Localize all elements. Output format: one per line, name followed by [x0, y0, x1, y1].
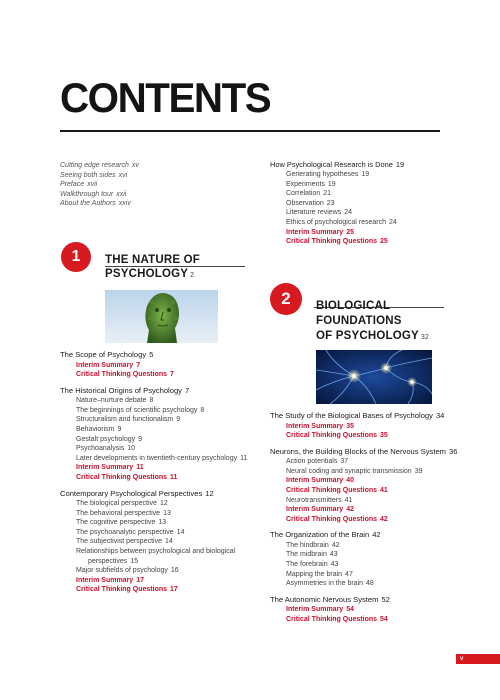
toc-entry-page: 42 [331, 541, 340, 549]
toc-entry-page: 17 [170, 586, 178, 594]
summary-link[interactable] [270, 228, 404, 238]
toc-entry-label: Asymmetries in the brain [286, 580, 364, 588]
toc-entry[interactable] [270, 467, 457, 477]
section-title: Contemporary Psychological Perspectives [60, 488, 203, 498]
summary-link[interactable] [270, 605, 457, 615]
section-page: 5 [149, 350, 154, 359]
summary-link[interactable] [60, 370, 247, 380]
toc-entry-page: 7 [170, 371, 174, 379]
toc-entry[interactable] [60, 566, 247, 576]
summary-link[interactable] [60, 463, 247, 473]
chapter-2-title-line2[interactable]: FOUNDATIONS [316, 315, 402, 327]
chapter-2-number-badge: 2 [270, 283, 302, 315]
section-title: The Autonomic Nervous System [270, 594, 379, 604]
toc-entry[interactable] [270, 189, 404, 199]
toc-entry[interactable] [60, 557, 247, 567]
toc-entry-label: Interim Summary [76, 361, 134, 369]
toc-entry-page: 8 [149, 397, 154, 405]
toc-entry-page: 41 [344, 496, 353, 504]
toc-entry-label: Mapping the brain [286, 570, 343, 578]
toc-entry-label: Behaviorism [76, 425, 115, 433]
summary-link[interactable] [60, 361, 247, 371]
toc-entry-page: 23 [326, 199, 335, 207]
section-page: 52 [381, 594, 390, 604]
title-rule [60, 130, 440, 132]
toc-entry-page: 25 [380, 238, 388, 246]
toc-entry-page: 24 [389, 218, 397, 226]
toc-entry-page: 21 [323, 190, 332, 198]
toc-entry-label: Structuralism and functionalism [76, 416, 174, 424]
section-page: 42 [372, 530, 381, 540]
toc-entry-label: Critical Thinking Questions [286, 238, 378, 246]
summary-link[interactable] [60, 585, 247, 595]
toc-entry-page: 17 [136, 576, 144, 584]
toc-entry-page: 47 [345, 570, 353, 578]
toc-entry-page: 13 [163, 509, 171, 517]
neuron-network-illustration [316, 350, 432, 404]
toc-entry-label: The hindbrain [286, 541, 329, 549]
toc-entry-page: 43 [329, 551, 338, 559]
section-heading[interactable] [270, 530, 457, 541]
section-heading[interactable] [60, 489, 247, 500]
toc-entry-page: 14 [176, 528, 185, 536]
toc-entry-page: 25 [346, 228, 354, 236]
chapter-1-contents [60, 350, 247, 595]
summary-link[interactable] [270, 486, 457, 496]
section-heading[interactable] [270, 447, 457, 458]
toc-entry-page: 43 [330, 561, 339, 569]
research-section [270, 160, 404, 247]
chapter-2-title-line3[interactable]: OF PSYCHOLOGY 32 [316, 330, 429, 342]
summary-link[interactable] [270, 515, 457, 525]
toc-entry-page: 10 [127, 445, 136, 453]
section-title: The Study of the Biological Bases of Psychology [270, 411, 433, 420]
section-heading[interactable] [270, 411, 457, 422]
toc-entry[interactable] [270, 218, 404, 228]
section-title: The Historical Origins of Psychology [60, 385, 182, 395]
toc-entry-page: 14 [164, 538, 173, 546]
toc-entry-label: Psychoanalysis [76, 445, 125, 453]
toc-entry[interactable] [270, 496, 457, 506]
chapter-1-title-line1[interactable]: THE NATURE OF [105, 254, 201, 266]
chapter-1-image [105, 290, 218, 343]
toc-entry-label: Interim Summary [286, 228, 344, 236]
section-heading[interactable]: How Psychological Research is Done 19 [270, 160, 405, 169]
chapter-2-title-line1[interactable]: BIOLOGICAL [316, 300, 391, 312]
toc-entry-page: 8 [200, 406, 205, 414]
summary-link[interactable] [270, 431, 457, 441]
toc-entry-page: 11 [136, 464, 144, 472]
toc-entry[interactable] [60, 444, 247, 454]
toc-entry-page: 39 [414, 467, 423, 475]
front-matter-item[interactable]: Seeing both sides xvi [60, 171, 128, 179]
chapter-1-title-line2[interactable]: PSYCHOLOGY 2 [105, 268, 195, 280]
summary-link[interactable] [270, 476, 457, 486]
toc-entry-page: 54 [380, 615, 388, 623]
front-matter-item[interactable]: About the Authors xxiv [60, 200, 131, 208]
toc-entry-page: 41 [380, 486, 388, 494]
toc-entry[interactable] [270, 199, 404, 209]
toc-entry-page: 11 [170, 473, 178, 481]
toc-entry-label: The behavioral perspective [76, 509, 161, 517]
toc-entry-label: Nature–nurture debate [76, 397, 147, 405]
toc-entry[interactable] [270, 457, 457, 467]
toc-entry-page: 40 [346, 477, 354, 485]
toc-entry-page: 42 [380, 515, 388, 523]
toc-entry-label: Critical Thinking Questions [76, 371, 168, 379]
toc-entry-label: Interim Summary [286, 506, 344, 514]
toc-entry-label: The midbrain [286, 551, 327, 559]
toc-entry-label: Interim Summary [286, 422, 344, 430]
toc-entry-page: 48 [366, 580, 374, 588]
toc-entry-label: Neural coding and synaptic transmission [286, 467, 412, 475]
toc-entry-page: 11 [240, 454, 248, 462]
toc-entry-label: Critical Thinking Questions [286, 432, 378, 440]
toc-entry-page: 37 [340, 458, 349, 466]
toc-entry[interactable] [60, 547, 247, 557]
section-page: 36 [449, 446, 458, 456]
toc-entry-label: The cognitive perspective [76, 519, 156, 527]
toc-entry-label: Generating hypotheses [286, 171, 359, 178]
toc-entry[interactable] [60, 537, 247, 547]
toc-entry[interactable] [60, 499, 247, 509]
toc-entry[interactable] [270, 550, 457, 560]
toc-entry-page: 13 [158, 519, 167, 527]
toc-entry-page: 19 [361, 171, 370, 178]
toc-entry-label: Critical Thinking Questions [286, 515, 378, 523]
chapter-1-number-badge: 1 [61, 242, 91, 272]
toc-entry-page: 35 [346, 422, 354, 430]
toc-entry[interactable] [60, 396, 247, 406]
section-page: 34 [435, 411, 445, 420]
toc-entry[interactable] [60, 454, 247, 464]
section-page: 7 [184, 385, 190, 395]
toc-entry[interactable] [270, 180, 404, 190]
front-matter-list [60, 161, 139, 209]
toc-entry-label: perspectives [88, 557, 128, 565]
toc-entry[interactable] [60, 415, 247, 425]
summary-link[interactable] [270, 422, 457, 432]
summary-link[interactable] [60, 473, 247, 483]
toc-entry[interactable] [60, 518, 247, 528]
section-title: The Organization of the Brain [270, 530, 370, 540]
toc-entry[interactable] [270, 560, 457, 570]
toc-entry-label: The beginnings of scientific psychology [76, 406, 198, 414]
toc-entry[interactable] [270, 541, 457, 551]
toc-entry-label: Action potentials [286, 458, 338, 466]
toc-entry[interactable] [60, 435, 247, 445]
toc-entry-page: 15 [130, 557, 139, 565]
toc-entry-page: 42 [346, 506, 354, 514]
section-heading[interactable] [270, 595, 457, 606]
toc-entry-page: 35 [380, 432, 388, 440]
toc-entry-label: Ethics of psychological research [286, 218, 386, 226]
toc-entry-label: Interim Summary [76, 576, 134, 584]
toc-entry-page: 9 [176, 416, 181, 424]
toc-entry-page: 12 [159, 500, 168, 508]
front-matter-item[interactable]: Walkthrough tour xxii [60, 190, 127, 198]
chapter-2-contents [270, 411, 457, 625]
toc-entry-label: Observation [286, 199, 324, 207]
toc-entry[interactable] [270, 208, 404, 218]
toc-entry-label: Later developments in twentieth-century psychology [76, 454, 238, 462]
toc-entry-label: Major subfields of psychology [76, 567, 168, 575]
toc-entry-page: 54 [346, 606, 354, 614]
leafy-head-illustration [105, 290, 218, 343]
toc-entry[interactable] [60, 406, 247, 416]
front-matter-item[interactable]: Cutting edge research xv [60, 162, 139, 169]
page-number-tab: v [456, 654, 500, 664]
toc-entry[interactable] [60, 509, 247, 519]
section-page: 12 [205, 488, 214, 498]
toc-entry-label: Interim Summary [286, 606, 344, 614]
toc-entry-page: 19 [327, 180, 336, 188]
chapter-2-image [316, 350, 432, 404]
summary-link[interactable] [270, 237, 404, 247]
toc-entry-page: 9 [138, 435, 143, 443]
toc-entry-label: The biological perspective [76, 500, 157, 508]
toc-entry[interactable] [270, 579, 457, 589]
section-title: The Scope of Psychology [60, 350, 147, 359]
toc-entry-label: Neurotransmitters [286, 496, 342, 504]
summary-link[interactable] [60, 576, 247, 586]
toc-entry-label: Interim Summary [286, 477, 344, 485]
toc-entry-page: 9 [117, 425, 122, 433]
summary-link[interactable] [270, 505, 457, 515]
toc-entry-label: Interim Summary [76, 464, 134, 472]
toc-entry[interactable] [270, 570, 457, 580]
toc-entry-label: The forebrain [286, 561, 328, 569]
toc-entry-label: Experiments [286, 180, 325, 188]
toc-entry[interactable] [270, 170, 404, 180]
toc-entry-label: Critical Thinking Questions [286, 486, 378, 494]
toc-entry-label: Relationships between psychological and biological [76, 548, 236, 555]
summary-link[interactable] [270, 615, 457, 625]
toc-entry-page: 16 [170, 567, 179, 575]
page-title: CONTENTS [60, 74, 271, 121]
toc-entry-label: Critical Thinking Questions [76, 586, 168, 594]
toc-entry-label: Correlation [286, 190, 321, 198]
toc-entry-page: 7 [136, 361, 141, 369]
section-title: Neurons, the Building Blocks of the Nervous System [270, 446, 447, 456]
toc-entry-label: Critical Thinking Questions [286, 615, 378, 623]
toc-entry-label: Gestalt psychology [76, 435, 136, 443]
toc-entry-label: The subjectivist perspective [76, 538, 162, 546]
section-heading[interactable] [60, 386, 247, 397]
section-heading[interactable] [60, 350, 247, 361]
toc-entry-label: The psychoanalytic perspective [76, 528, 174, 536]
toc-entry[interactable] [60, 528, 247, 538]
toc-entry-label: Critical Thinking Questions [76, 473, 168, 481]
toc-entry-label: Literature reviews [286, 209, 342, 217]
toc-entry-page: 24 [344, 209, 353, 217]
front-matter-item[interactable]: Preface xvii [60, 181, 98, 189]
toc-entry[interactable] [60, 425, 247, 435]
